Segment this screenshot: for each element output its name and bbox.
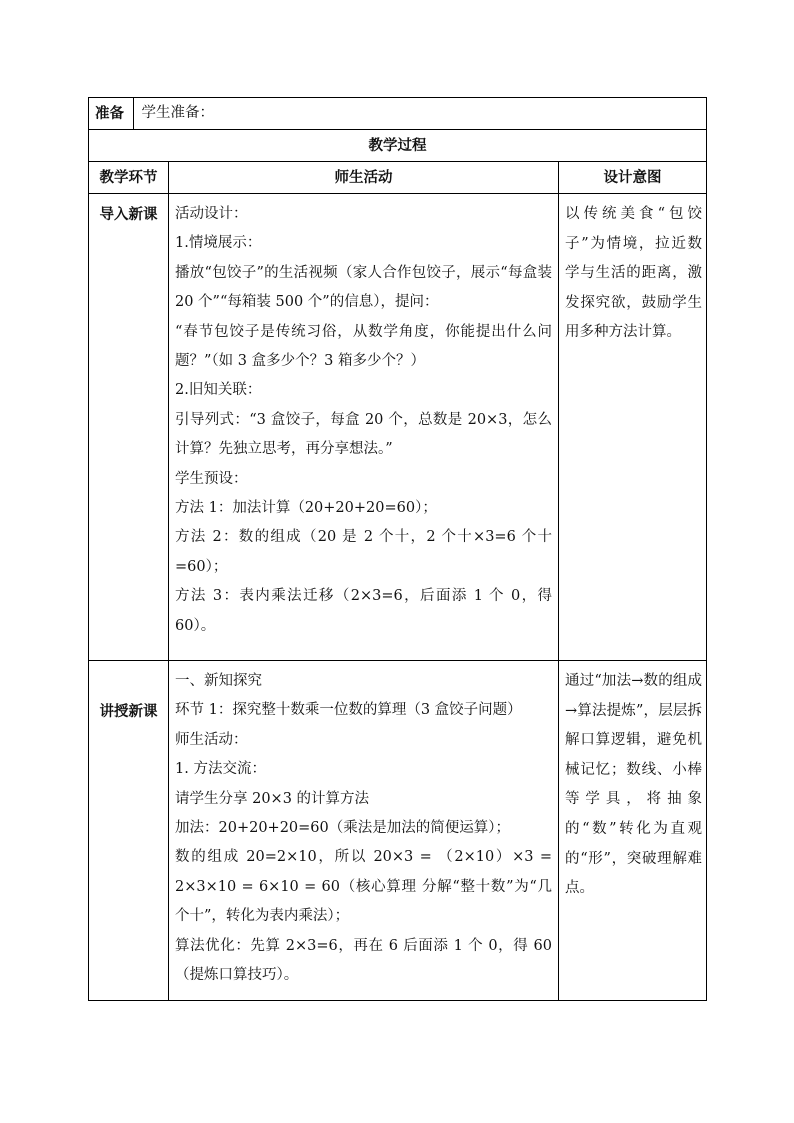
- section-intro-stage: 导入新课: [89, 194, 169, 661]
- intent-text: 通过“加法→数的组成→算法提炼”，层层拆解口算逻辑，避免机械记忆；数线、小棒等学具，将抽象的“数”转化为直观的“形”，突破理解难点。: [565, 673, 703, 897]
- activity-line: 师生活动：: [175, 731, 248, 748]
- header-activity: 师生活动: [169, 162, 559, 194]
- activity-line: 加法：20+20+20=60（乘法是加法的简便运算）；: [175, 820, 510, 837]
- prep-label: 准备: [89, 98, 133, 129]
- section-teach-intent: [559, 661, 707, 1001]
- activity-line: 数的组成 20=2×10，所以 20×3 = （2×10）×3 = 2×3×10 = 6×10 = 60（核心算理 分解“整十数”为“几个十”，转化为表内乘法）；: [175, 849, 552, 925]
- process-title: 教学过程: [89, 130, 707, 162]
- section-teach-activity: [169, 661, 559, 1001]
- section-teach-row: [89, 661, 707, 1001]
- activity-line: 请学生分享 20×3 的计算方法: [175, 790, 370, 807]
- activity-line: 引导列式：“3 盒饺子，每盒 20 个，总数是 20×3，怎么计算？先独立思考，再分享想法。”: [175, 411, 552, 458]
- activity-line: 播放“包饺子”的生活视频（家人合作包饺子，展示“每盒装 20 个”“每箱装 500 个”的信息），提问：: [175, 264, 552, 311]
- section-intro-row: [89, 194, 707, 661]
- activity-line: 一、新知探究: [175, 673, 262, 689]
- section-intro-activity: [169, 194, 559, 661]
- section-intro-intent: [559, 194, 707, 661]
- section-teach-stage: 讲授新课: [89, 661, 169, 1001]
- activity-line: 方法 1：加法计算（20+20+20=60）；: [175, 500, 437, 517]
- activity-line: 2.旧知关联：: [175, 382, 262, 399]
- header-stage: 教学环节: [89, 162, 169, 194]
- lesson-plan-table: [88, 97, 707, 1001]
- activity-line: 活动设计：: [175, 206, 248, 222]
- activity-line: 学生预设：: [175, 470, 248, 487]
- lesson-plan-page: [88, 97, 706, 1001]
- header-intent: 设计意图: [559, 162, 707, 194]
- activity-line: 1. 方法交流：: [175, 761, 266, 778]
- activity-line: 方法 2：数的组成（20 是 2 个十，2 个十×3=6 个十=60）；: [175, 529, 552, 575]
- activity-line: 方法 3：表内乘法迁移（2×3=6，后面添 1 个 0，得 60）。: [175, 588, 552, 634]
- activity-line: 环节 1：探究整十数乘一位数的算理（3 盒饺子问题）: [175, 702, 522, 719]
- header-row: [89, 162, 707, 194]
- activity-line: 1.情境展示：: [175, 235, 262, 252]
- activity-line: “春节包饺子是传统习俗，从数学角度，你能提出什么问题？”（如 3 盒多少个？3 箱多少个？）: [175, 323, 552, 370]
- process-title-row: [89, 130, 707, 162]
- prep-content: 学生准备：: [141, 105, 214, 121]
- activity-line: 算法优化：先算 2×3=6，再在 6 后面添 1 个 0，得 60（提炼口算技巧）。: [175, 937, 552, 984]
- prep-row: [89, 98, 707, 130]
- intent-text: 以传统美食“包饺子”为情境，拉近数学与生活的距离，激发探究欲，鼓励学生用多种方法计算。: [565, 206, 703, 341]
